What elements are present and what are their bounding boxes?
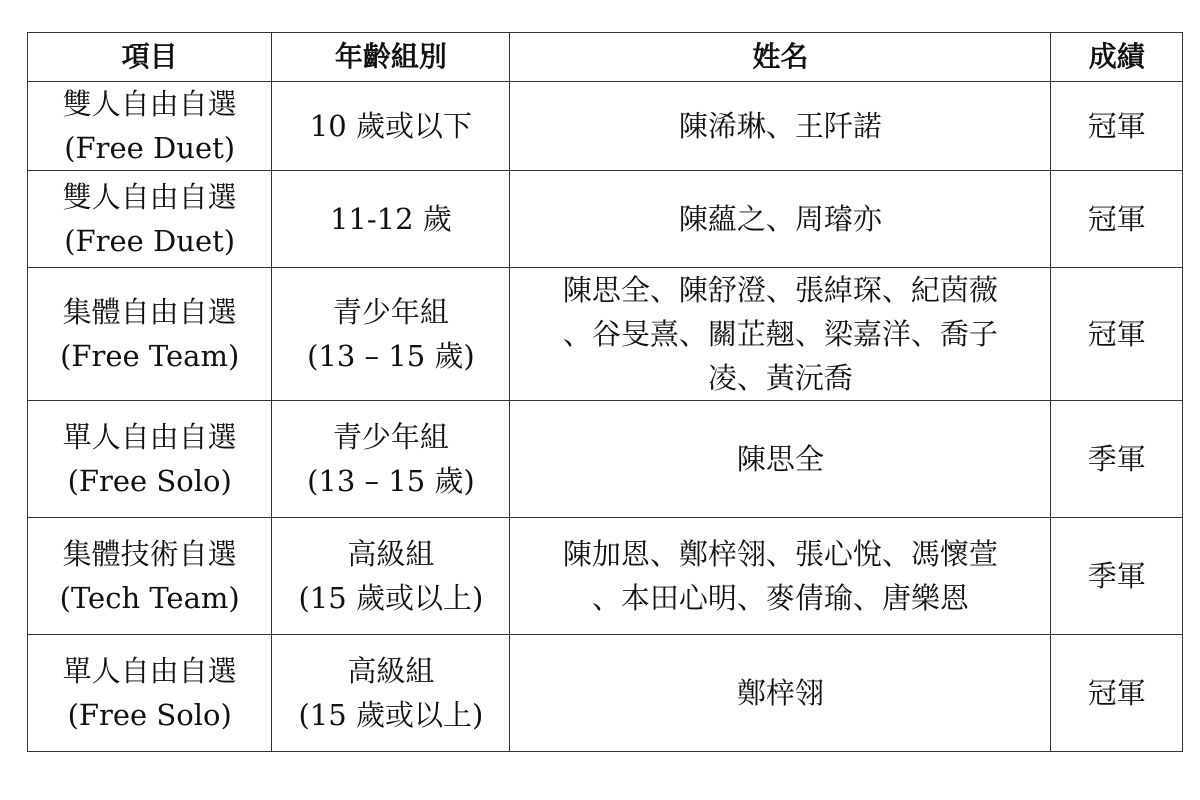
names-cell bbox=[510, 635, 1051, 752]
result-cell: 季軍 bbox=[1051, 518, 1183, 635]
table-row bbox=[28, 635, 1183, 752]
age-group-cell bbox=[272, 635, 510, 752]
age-group-cell bbox=[272, 82, 510, 171]
event-name-zh: 集體自由自選 bbox=[62, 295, 237, 329]
event-name-en: (Free Solo) bbox=[67, 698, 232, 732]
names-line: 陳加恩、鄭梓翎、張心悅、馮懷萱 bbox=[562, 537, 998, 571]
age-group-line: 10 歲或以下 bbox=[309, 109, 472, 143]
names-line: 、谷旻熹、關芷翹、梁嘉洋、喬子 bbox=[562, 317, 998, 351]
event-cell bbox=[28, 82, 272, 171]
table-row bbox=[28, 268, 1183, 401]
event-name-en: (Free Solo) bbox=[67, 464, 232, 498]
event-name-zh: 單人自由自選 bbox=[62, 654, 237, 688]
table-row bbox=[28, 401, 1183, 518]
event-name-en: (Free Duet) bbox=[64, 131, 236, 165]
event-cell bbox=[28, 401, 272, 518]
result-cell: 冠軍 bbox=[1051, 635, 1183, 752]
event-name-en: (Free Team) bbox=[60, 339, 240, 373]
event-name-en: (Free Duet) bbox=[64, 224, 236, 258]
age-group-cell bbox=[272, 401, 510, 518]
names-cell bbox=[510, 171, 1051, 268]
names-cell bbox=[510, 518, 1051, 635]
result-cell: 季軍 bbox=[1051, 401, 1183, 518]
age-group-cell bbox=[272, 171, 510, 268]
event-name-en: (Tech Team) bbox=[59, 581, 240, 615]
age-group-line: 11-12 歲 bbox=[329, 202, 452, 236]
result-cell: 冠軍 bbox=[1051, 171, 1183, 268]
results-table bbox=[27, 32, 1183, 752]
event-cell bbox=[28, 171, 272, 268]
age-range-line: (15 歲或以上) bbox=[298, 698, 484, 732]
header-row bbox=[28, 33, 1183, 82]
event-name-zh: 雙人自由自選 bbox=[62, 180, 237, 214]
table-body bbox=[28, 82, 1183, 752]
age-group-cell bbox=[272, 518, 510, 635]
age-group-line: 青少年組 bbox=[332, 295, 449, 329]
age-group-line: 青少年組 bbox=[332, 420, 449, 454]
names-line: 陳蘊之、周璿亦 bbox=[678, 202, 882, 236]
result-cell: 冠軍 bbox=[1051, 82, 1183, 171]
event-name-zh: 集體技術自選 bbox=[62, 537, 237, 571]
result-cell: 冠軍 bbox=[1051, 268, 1183, 401]
age-range-line: (15 歲或以上) bbox=[298, 581, 484, 615]
names-line: 凌、黃沅喬 bbox=[707, 361, 853, 395]
event-cell bbox=[28, 518, 272, 635]
header-name: 姓名 bbox=[510, 33, 1051, 82]
names-cell bbox=[510, 268, 1051, 401]
table-header bbox=[28, 33, 1183, 82]
table-row bbox=[28, 518, 1183, 635]
event-name-zh: 雙人自由自選 bbox=[62, 87, 237, 121]
names-cell bbox=[510, 82, 1051, 171]
table-row bbox=[28, 171, 1183, 268]
names-line: 陳思全 bbox=[736, 442, 824, 476]
event-cell bbox=[28, 268, 272, 401]
header-age-group: 年齡組別 bbox=[272, 33, 510, 82]
names-cell bbox=[510, 401, 1051, 518]
age-group-line: 高級組 bbox=[347, 654, 435, 688]
event-cell bbox=[28, 635, 272, 752]
age-group-line: 高級組 bbox=[347, 537, 435, 571]
names-line: 陳思全、陳舒澄、張綽琛、紀茵薇 bbox=[562, 273, 998, 307]
names-line: 陳浠琳、王阡諾 bbox=[678, 109, 882, 143]
event-name-zh: 單人自由自選 bbox=[62, 420, 237, 454]
header-event: 項目 bbox=[28, 33, 272, 82]
names-line: 、本田心明、麥倩瑜、唐樂恩 bbox=[591, 581, 969, 615]
age-group-cell bbox=[272, 268, 510, 401]
age-range-line: (13 – 15 歲) bbox=[307, 464, 475, 498]
table-row bbox=[28, 82, 1183, 171]
header-result: 成績 bbox=[1051, 33, 1183, 82]
age-range-line: (13 – 15 歲) bbox=[307, 339, 475, 373]
names-line: 鄭梓翎 bbox=[736, 676, 824, 710]
